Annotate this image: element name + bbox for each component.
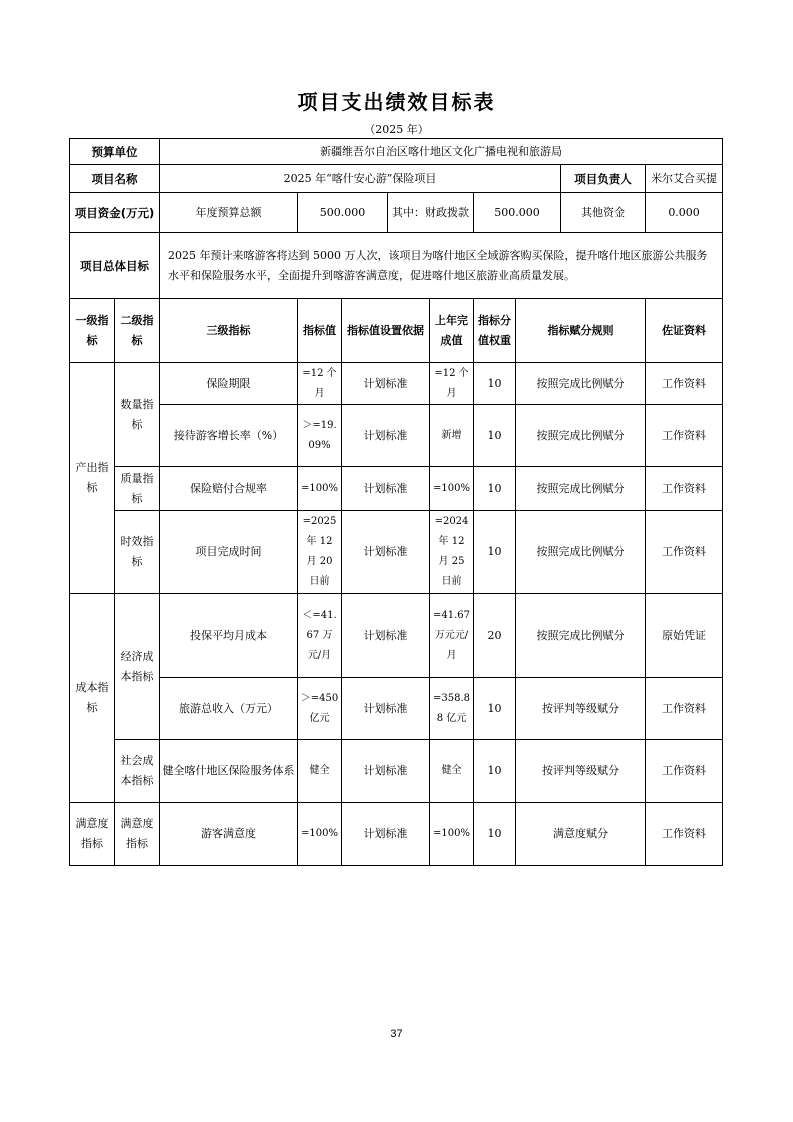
project-name-value: 2025 年“喀什安心游”保险项目 <box>160 165 561 193</box>
indicator-weight: 10 <box>474 467 516 511</box>
page-number: 37 <box>390 1028 403 1040</box>
table-row <box>70 405 723 467</box>
table-row <box>70 594 723 678</box>
indicator-weight: 10 <box>474 740 516 803</box>
budget-unit-label: 预算单位 <box>70 139 160 165</box>
indicator-rule: 按评判等级赋分 <box>516 678 646 740</box>
indicator-rule: 按照完成比例赋分 <box>516 363 646 405</box>
header-value: 指标值 <box>298 299 342 363</box>
sub-group-economic: 经济成本指标 <box>115 594 160 740</box>
indicator-weight: 20 <box>474 594 516 678</box>
page-title: 项目支出绩效目标表 <box>297 90 496 114</box>
indicator-rule: 按照完成比例赋分 <box>516 511 646 594</box>
header-row <box>70 299 723 363</box>
fiscal-value: 500.000 <box>474 193 561 233</box>
indicator-last-year: =358.88 亿元 <box>430 678 474 740</box>
header-basis: 指标值设置依据 <box>342 299 430 363</box>
indicator-last-year: =2024 年 12 月 25 日前 <box>430 511 474 594</box>
indicator-last-year: =12 个月 <box>430 363 474 405</box>
indicator-basis: 计划标准 <box>342 511 430 594</box>
header-evidence: 佐证资料 <box>646 299 723 363</box>
indicator-basis: 计划标准 <box>342 594 430 678</box>
indicator-rule: 按照完成比例赋分 <box>516 467 646 511</box>
table-row <box>70 467 723 511</box>
indicator-value: ＜=41.67 万元/月 <box>298 594 342 678</box>
indicator-weight: 10 <box>474 363 516 405</box>
performance-table <box>69 138 723 866</box>
indicator-basis: 计划标准 <box>342 678 430 740</box>
project-name-row <box>70 165 723 193</box>
annual-budget-value: 500.000 <box>298 193 388 233</box>
indicator-last-year: =100% <box>430 803 474 866</box>
sub-group-social: 社会成本指标 <box>115 740 160 803</box>
table-row <box>70 678 723 740</box>
overall-goal-row <box>70 233 723 299</box>
table-row <box>70 363 723 405</box>
project-name-label: 项目名称 <box>70 165 160 193</box>
header-weight: 指标分值权重 <box>474 299 516 363</box>
sub-group-quantity: 数量指标 <box>115 363 160 467</box>
indicator-name: 接待游客增长率（%） <box>160 405 298 467</box>
responsible-label: 项目负责人 <box>561 165 646 193</box>
indicator-value: =12 个月 <box>298 363 342 405</box>
header-level1: 一级指标 <box>70 299 115 363</box>
indicator-name: 健全喀什地区保险服务体系 <box>160 740 298 803</box>
indicator-evidence: 工作资料 <box>646 803 723 866</box>
header-rule: 指标赋分规则 <box>516 299 646 363</box>
indicator-name: 项目完成时间 <box>160 511 298 594</box>
budget-unit-row <box>70 139 723 165</box>
indicator-evidence: 原始凭证 <box>646 594 723 678</box>
funds-row <box>70 193 723 233</box>
annual-budget-label: 年度预算总额 <box>160 193 298 233</box>
indicator-basis: 计划标准 <box>342 740 430 803</box>
other-funds-value: 0.000 <box>646 193 723 233</box>
group-satisfaction: 满意度指标 <box>70 803 115 866</box>
fiscal-label: 其中：财政拨款 <box>388 193 474 233</box>
indicator-weight: 10 <box>474 405 516 467</box>
group-cost: 成本指标 <box>70 594 115 803</box>
sub-group-satisfaction: 满意度指标 <box>115 803 160 866</box>
indicator-weight: 10 <box>474 678 516 740</box>
year-label: （2025 年） <box>364 123 429 136</box>
indicator-weight: 10 <box>474 511 516 594</box>
indicator-evidence: 工作资料 <box>646 678 723 740</box>
sub-group-timeliness: 时效指标 <box>115 511 160 594</box>
budget-unit-value: 新疆维吾尔自治区喀什地区文化广播电视和旅游局 <box>160 139 723 165</box>
indicator-value: =100% <box>298 803 342 866</box>
overall-goal-label: 项目总体目标 <box>70 233 160 299</box>
indicator-value: =100% <box>298 467 342 511</box>
indicator-last-year: 新增 <box>430 405 474 467</box>
sub-group-quality: 质量指标 <box>115 467 160 511</box>
indicator-value: =2025 年 12 月 20 日前 <box>298 511 342 594</box>
indicator-evidence: 工作资料 <box>646 363 723 405</box>
indicator-value: ＞=19.09% <box>298 405 342 467</box>
indicator-last-year: =41.67 万元元/月 <box>430 594 474 678</box>
indicator-name: 旅游总收入（万元） <box>160 678 298 740</box>
indicator-last-year: =100% <box>430 467 474 511</box>
indicator-last-year: 健全 <box>430 740 474 803</box>
indicator-name: 游客满意度 <box>160 803 298 866</box>
indicator-weight: 10 <box>474 803 516 866</box>
indicator-rule: 满意度赋分 <box>516 803 646 866</box>
indicator-rule: 按照完成比例赋分 <box>516 405 646 467</box>
indicator-value: ＞=450 亿元 <box>298 678 342 740</box>
overall-goal-value: 2025 年预计来喀游客将达到 5000 万人次，该项目为喀什地区全域游客购买保险，提升喀什地区旅游公共服务水平和保险服务水平，全面提升到喀游客满意度，促进喀什地区旅游业高质量发展。 <box>160 233 723 299</box>
indicator-rule: 按照完成比例赋分 <box>516 594 646 678</box>
group-output: 产出指标 <box>70 363 115 594</box>
funds-label: 项目资金(万元) <box>70 193 160 233</box>
table-row <box>70 740 723 803</box>
indicator-basis: 计划标准 <box>342 467 430 511</box>
other-funds-label: 其他资金 <box>561 193 646 233</box>
header-last-year: 上年完成值 <box>430 299 474 363</box>
indicator-name: 投保平均月成本 <box>160 594 298 678</box>
indicator-basis: 计划标准 <box>342 363 430 405</box>
header-level2: 二级指标 <box>115 299 160 363</box>
indicator-evidence: 工作资料 <box>646 740 723 803</box>
responsible-value: 米尔艾合买提 <box>646 165 723 193</box>
indicator-value: 健全 <box>298 740 342 803</box>
indicator-rule: 按评判等级赋分 <box>516 740 646 803</box>
table-row <box>70 803 723 866</box>
indicator-basis: 计划标准 <box>342 405 430 467</box>
indicator-evidence: 工作资料 <box>646 405 723 467</box>
indicator-evidence: 工作资料 <box>646 511 723 594</box>
indicator-name: 保险期限 <box>160 363 298 405</box>
indicator-basis: 计划标准 <box>342 803 430 866</box>
indicator-evidence: 工作资料 <box>646 467 723 511</box>
table-row <box>70 511 723 594</box>
header-level3: 三级指标 <box>160 299 298 363</box>
indicator-name: 保险赔付合规率 <box>160 467 298 511</box>
